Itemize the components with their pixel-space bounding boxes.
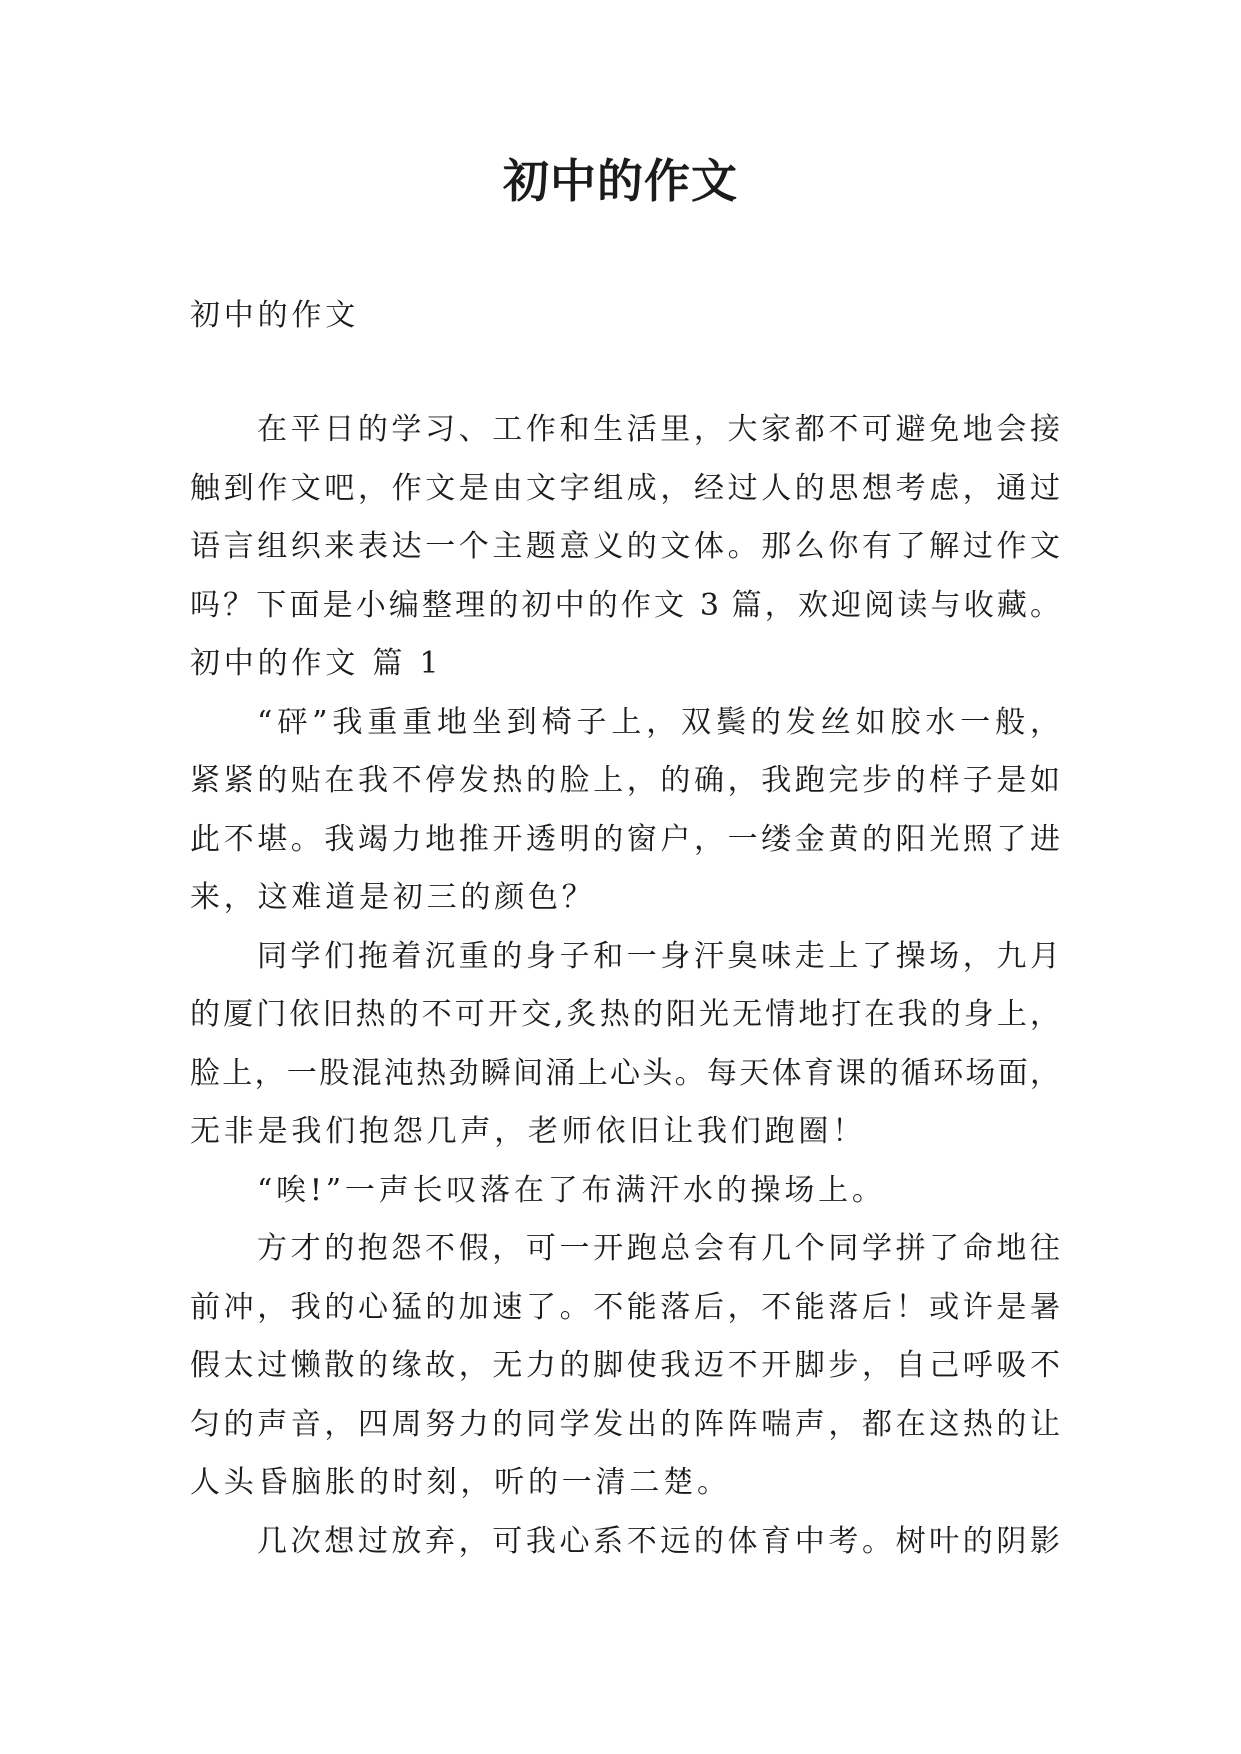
- paragraph-line: 同学们拖着沉重的身子和一身汗臭味走上了操场，九月: [257, 938, 1060, 974]
- paragraph-line: 的厦门依旧热的不可开交,炙热的阳光无情地打在我的身上，: [190, 997, 1060, 1032]
- intro-paragraph: [190, 401, 1060, 635]
- essay-paragraph: [190, 928, 1060, 1162]
- paragraph-line: 几次想过放弃，可我心系不远的体育中考。树叶的阴影: [257, 1523, 1060, 1559]
- paragraph-line: 假太过懒散的缘故，无力的脚使我迈不开脚步，自己呼吸不: [190, 1348, 1060, 1383]
- document-title: 初中的作文: [503, 154, 738, 208]
- paragraph-line: 方才的抱怨不假，可一开跑总会有几个同学拼了命地往: [257, 1231, 1060, 1266]
- paragraph-line: 吗？下面是小编整理的初中的作文 3 篇，欢迎阅读与收藏。: [190, 587, 1060, 623]
- paragraph-line: 语言组织来表达一个主题意义的文体。那么你有了解过作文: [190, 529, 1060, 564]
- document-body: [190, 401, 1060, 1571]
- paragraph-line: 在平日的学习、工作和生活里，大家都不可避免地会接: [257, 412, 1060, 447]
- essay-paragraph: [190, 1513, 1060, 1572]
- essay-paragraph: [190, 1162, 1060, 1221]
- document-subtitle: 初中的作文: [190, 298, 359, 333]
- essay-heading: 初中的作文 篇 1: [190, 646, 443, 681]
- paragraph-line: 无非是我们抱怨几声，老师依旧让我们跑圈！: [190, 1114, 866, 1149]
- paragraph-line: 来，这难道是初三的颜色？: [190, 880, 596, 915]
- paragraph-line: “唉!”一声长叹落在了布满汗水的操场上。: [257, 1172, 886, 1208]
- paragraph-line: 前冲，我的心猛的加速了。不能落后，不能落后！或许是暑: [190, 1289, 1060, 1325]
- paragraph-line: 脸上，一股混沌热劲瞬间涌上心头。每天体育课的循环场面，: [190, 1055, 1060, 1091]
- paragraph-line: 人头昏脑胀的时刻，听的一清二楚。: [190, 1465, 731, 1500]
- essay-paragraph: [190, 694, 1060, 928]
- paragraph-line: 此不堪。我竭力地推开透明的窗户，一缕金黄的阳光照了进: [190, 821, 1060, 857]
- paragraph-line: 匀的声音，四周努力的同学发出的阵阵喘声，都在这热的让: [190, 1406, 1060, 1442]
- paragraph-line: 触到作文吧，作文是由文字组成，经过人的思想考虑，通过: [190, 470, 1060, 506]
- essay-paragraph: [190, 1220, 1060, 1513]
- paragraph-line: 紧紧的贴在我不停发热的脸上，的确，我跑完步的样子是如: [190, 763, 1060, 798]
- paragraph-line: “砰”我重重地坐到椅子上，双鬓的发丝如胶水一般，: [257, 704, 1060, 740]
